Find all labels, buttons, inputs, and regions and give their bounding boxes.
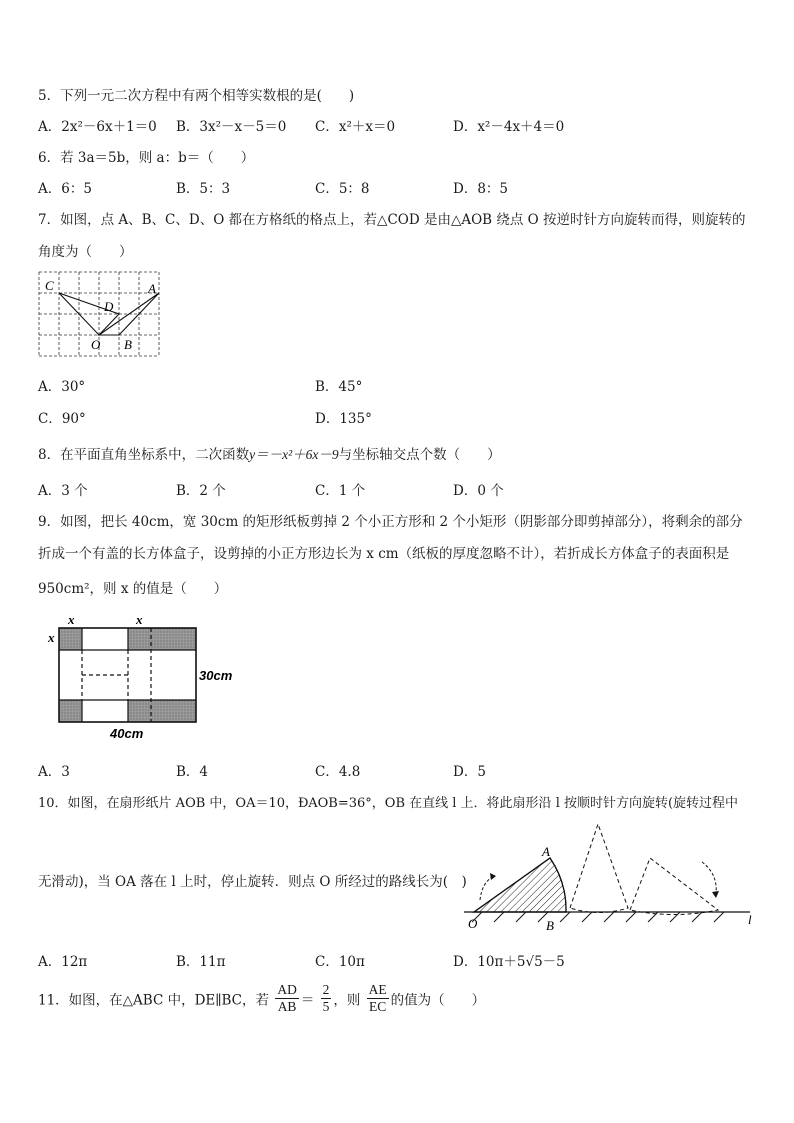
q10-option-c: C．10π: [315, 954, 365, 970]
q9-box-net-figure: [46, 610, 246, 742]
q9-stem-line2: 折成一个有盖的长方体盒子，设剪掉的小正方形边长为 x cm（纸板的厚度忽略不计），若折成长方体盒子的表面积是: [38, 546, 730, 562]
label-x-top-mid: x: [136, 612, 143, 627]
q11-fraction-ad-ab: $\frac{AD}{AB}$: [277, 982, 297, 1014]
q8-formula: y＝－x²＋6x－9: [249, 447, 339, 462]
q8-stem: [38, 443, 501, 463]
q11-stem-suffix: 的值为（ ）: [390, 992, 486, 1009]
label-c: C: [45, 278, 54, 293]
q10-stem-line2: 无滑动)，当 OA 落在 l 上时，停止旋转．则点 O 所经过的路线长为( ): [38, 874, 467, 890]
q5-option-b: B．3x²－x－5＝0: [176, 119, 287, 135]
q5-option-a: A．2x²－6x＋1＝0: [38, 119, 157, 135]
q6-stem: 6．若 3a＝5b，则 a：b＝（ ）: [38, 150, 255, 166]
q8-option-c: C．1 个: [315, 483, 366, 499]
q9-option-c: C．4.8: [315, 764, 361, 780]
q5-stem: 5．下列一元二次方程中有两个相等实数根的是( ): [38, 88, 355, 104]
q7-option-a: A．30°: [38, 379, 86, 395]
q6-option-c: C．5：8: [315, 181, 370, 197]
q9-option-a: A．3: [38, 764, 70, 780]
q7-stem-line1: 7．如图，点 A、B、C、D、O 都在方格纸的格点上，若△COD 是由△AOB 绕点 O 按逆时针方向旋转而得，则旋转的: [38, 212, 746, 228]
q9-option-b: B．4: [176, 764, 209, 780]
q11-stem: 11．如图，在△ABC 中，DE∥BC，若 $\frac{AD}{AB}$ ＝ $\frac{2}{5}$ ，则 $\frac{AE}{EC}$ 的值为（ ）: [38, 982, 486, 1014]
q6-option-d: D．8：5: [453, 181, 509, 197]
label-l: l: [748, 912, 752, 927]
q7-option-d: D．135°: [315, 411, 372, 427]
label-width: 30cm: [199, 668, 233, 683]
sector-aob: [474, 858, 566, 912]
q5-option-d: D．x²－4x＋4＝0: [453, 119, 565, 135]
q10-sector-rotation-figure: [460, 818, 760, 934]
label-d: D: [104, 299, 114, 314]
label-o: O: [91, 337, 101, 352]
cut-rect-top-right: [128, 628, 196, 650]
q9-option-d: D．5: [453, 764, 486, 780]
q11-stem-mid: ，则: [333, 992, 361, 1009]
rotation-arrow-right: [702, 862, 716, 894]
label-x-left: x: [48, 630, 55, 645]
rotation-arrow-left: [480, 876, 494, 900]
q11-stem-prefix: 11．如图，在△ABC 中，DE∥BC，若: [38, 992, 270, 1009]
q11-fraction-ae-ec: $\frac{AE}{EC}$: [368, 982, 387, 1014]
q9-stem-line1: 9．如图，把长 40cm，宽 30cm 的矩形纸板剪掉 2 个小正方形和 2 个小矩形（阴影部分即剪掉部分），将剩余的部分: [38, 514, 743, 530]
q8-stem-suffix: 与坐标轴交点个数（ ）: [338, 447, 501, 463]
q8-option-b: B．2 个: [176, 483, 226, 499]
q7-option-c: C．90°: [38, 411, 86, 427]
q10-option-b: B．11π: [176, 954, 226, 970]
label-x-top-left: x: [68, 612, 75, 627]
q10-option-d: D．10π＋5√5－5: [453, 954, 565, 970]
q10-option-a: A．12π: [38, 954, 88, 970]
q6-option-b: B．5：3: [176, 181, 231, 197]
q8-option-a: A．3 个: [38, 483, 88, 499]
q6-option-a: A．6：5: [38, 181, 92, 197]
q8-option-d: D．0 个: [453, 483, 504, 499]
q7-grid-figure: [36, 268, 162, 360]
label-a: A: [542, 844, 550, 859]
rotated-sector-outlines: [570, 824, 718, 915]
q7-option-b: B．45°: [315, 379, 363, 395]
cut-square-bottom-left: [59, 700, 82, 722]
cut-rect-bottom-right: [128, 700, 196, 722]
label-o: O: [468, 916, 478, 931]
q9-stem-line3: 950cm²，则 x 的值是（ ）: [38, 581, 228, 597]
q8-stem-prefix: 8．在平面直角坐标系中，二次函数: [38, 447, 250, 463]
label-b: B: [546, 918, 554, 933]
q10-stem-line1: 10．如图，在扇形纸片 AOB 中，OA＝10，ÐAOB=36°，OB 在直线 l 上．将此扇形沿 l 按顺时针方向旋转(旋转过程中: [38, 796, 739, 811]
label-b: B: [124, 337, 132, 352]
q11-fraction-2-5: $\frac{2}{5}$: [322, 982, 330, 1014]
q7-stem-line2: 角度为（ ）: [38, 244, 133, 260]
ground-hatch: [472, 912, 724, 922]
q5-option-c: C．x²＋x＝0: [315, 119, 396, 135]
cut-square-top-left: [59, 628, 82, 650]
label-a: A: [148, 281, 156, 296]
label-length: 40cm: [110, 726, 144, 741]
